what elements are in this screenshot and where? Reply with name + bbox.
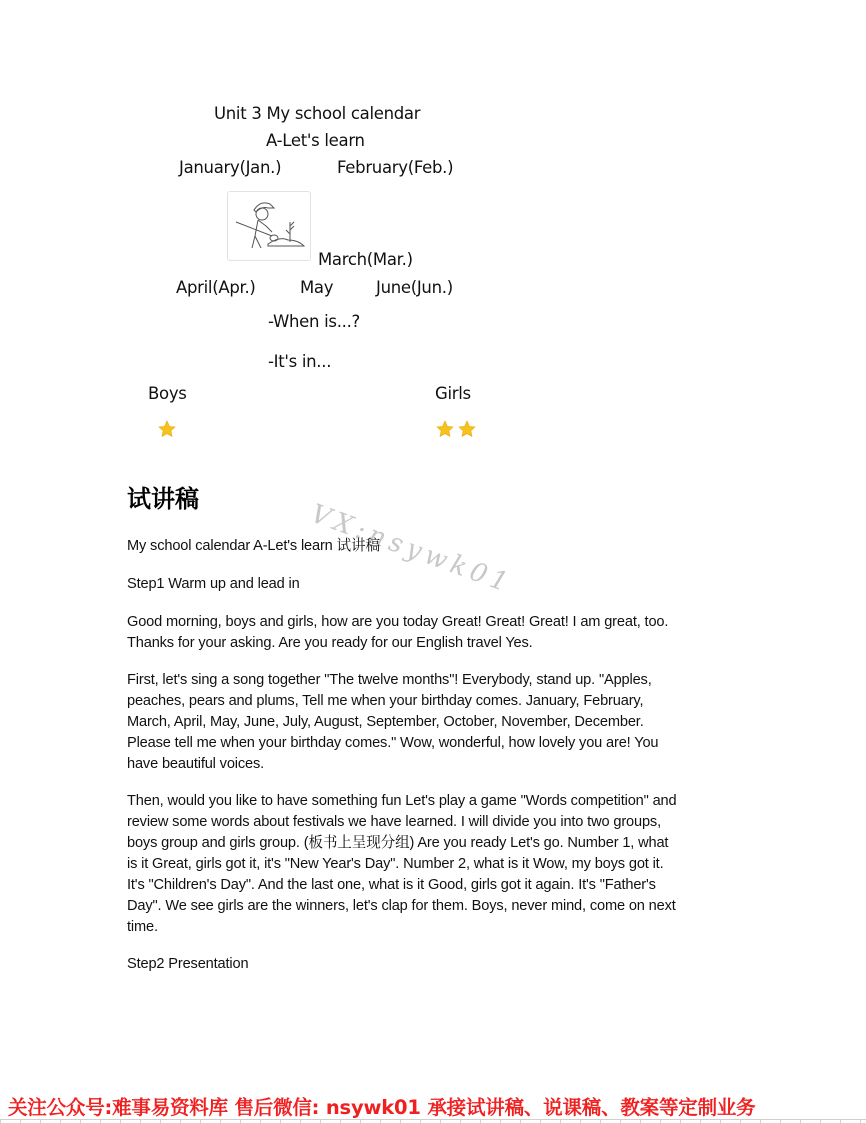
document-heading: 试讲稿 bbox=[127, 485, 199, 513]
star-icon bbox=[457, 419, 477, 439]
footer-promo-banner: 关注公众号:难事易资料库 售后微信: nsywk01 承接试讲稿、说课稿、教案等定制业务 bbox=[8, 1096, 756, 1119]
group-boys-label: Boys bbox=[148, 384, 187, 403]
paragraph-game: Then, would you like to have something fun Let's play a game "Words competition" and review some words about festivals we have learned. I will divide you into two groups, boys group and girls group. (板书上呈现分组) Are you ready Let's go. Number 1, what is it Great, girls got it, it's "New Year's Day". Number 2, what is it Wow, my boys got it. It's "Children's Day". And the last one, what is it Good, girls got it again. It's "Father's Day". We see girls are the winners, let's clap for them. Boys, never mind, come on next time. bbox=[127, 793, 677, 935]
paragraph-song: First, let's sing a song together "The twelve months"! Everybody, stand up. "Apples, peaches, pears and plums, Tell me when your birthday comes. January, February, March, April, May, June, July, August, September, October, November, December. Please tell me when your birthday comes." Wow, wonderful, how lovely you are! You have beautiful voices. bbox=[127, 672, 659, 772]
paragraph-greeting: Good morning, boys and girls, how are you today Great! Great! Great! I am great, too. Thanks for your asking. Are you ready for our English travel Yes. bbox=[127, 614, 669, 651]
month-january: January(Jan.) bbox=[179, 158, 282, 177]
document-subtitle: My school calendar A-Let's learn 试讲稿 bbox=[127, 538, 380, 554]
slide-title: Unit 3 My school calendar bbox=[214, 104, 421, 123]
month-february: February(Feb.) bbox=[337, 158, 454, 177]
answer-prompt: -It's in... bbox=[268, 352, 332, 371]
step2-heading: Step2 Presentation bbox=[127, 956, 249, 972]
question-prompt: -When is...? bbox=[268, 312, 360, 331]
step1-heading: Step1 Warm up and lead in bbox=[127, 576, 300, 592]
footer-ruler-line bbox=[0, 1119, 866, 1123]
month-june: June(Jun.) bbox=[376, 278, 453, 297]
month-april: April(Apr.) bbox=[176, 278, 256, 297]
month-may: May bbox=[300, 278, 334, 297]
watermark: VX:nsywk01 bbox=[306, 498, 517, 600]
star-icon bbox=[435, 419, 455, 439]
planting-illustration-icon bbox=[228, 192, 310, 260]
boy-planting-tree-image bbox=[227, 191, 311, 261]
star-icon bbox=[157, 419, 177, 439]
month-march: March(Mar.) bbox=[318, 250, 413, 269]
group-girls-label: Girls bbox=[435, 384, 471, 403]
slide-subtitle: A-Let's learn bbox=[266, 131, 365, 150]
